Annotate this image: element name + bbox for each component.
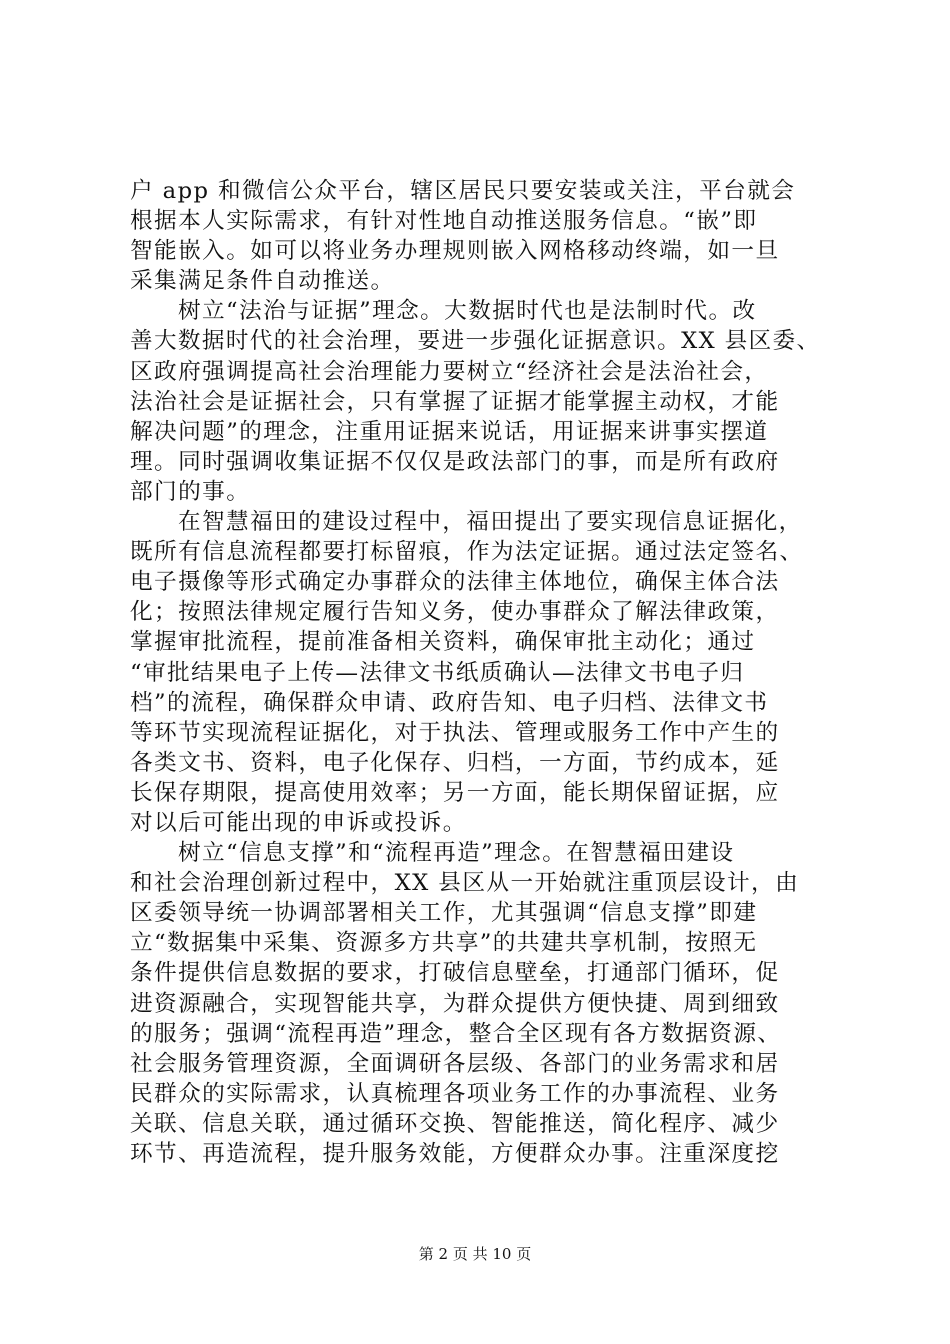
text-line: 条件提供信息数据的要求，打破信息壁垒，打通部门循环，促 [130, 960, 780, 987]
text-line: 等环节实现流程证据化，对于执法、管理或服务工作中产生的 [130, 719, 780, 746]
text-line: 长保存期限，提高使用效率；另一方面，能长期保留证据，应 [130, 779, 780, 806]
text-line: 对以后可能出现的申诉或投诉。 [130, 809, 467, 836]
text-line: 既所有信息流程都要打标留痕，作为法定证据。通过法定签名、 [130, 539, 804, 566]
text-line: 在智慧福田的建设过程中，福田提出了要实现信息证据化， [178, 509, 803, 536]
text-line: 民群众的实际需求，认真梳理各项业务工作的办事流程、业务 [130, 1080, 780, 1107]
text-line: 户 app 和微信公众平台，辖区居民只要安装或关注，平台就会 [130, 178, 796, 204]
text-line: 善大数据时代的社会治理，要进一步强化证据意识。XX 县区委、 [130, 328, 821, 355]
text-line: 理。同时强调收集证据不仅仅是政法部门的事，而是所有政府 [130, 448, 780, 475]
text-line: 区政府强调提高社会治理能力要树立“经济社会是法治社会， [130, 358, 769, 385]
text-line: 进资源融合，实现智能共享，为群众提供方便快捷、周到细致 [130, 990, 780, 1017]
text-line: 法治社会是证据社会，只有掌握了证据才能掌握主动权，才能 [130, 388, 780, 415]
text-line: 解决问题”的理念，注重用证据来说话，用证据来讲事实摆道 [130, 418, 769, 445]
text-line: 根据本人实际需求，有针对性地自动推送服务信息。“嵌”即 [130, 208, 758, 235]
text-line: 树立“法治与证据”理念。大数据时代也是法制时代。改 [178, 298, 757, 325]
text-line: 化；按照法律规定履行告知义务，使办事群众了解法律政策， [130, 599, 780, 626]
text-line: 各类文书、资料，电子化保存、归档，一方面，节约成本，延 [130, 749, 780, 776]
text-line: 树立“信息支撑”和“流程再造”理念。在智慧福田建设 [178, 840, 735, 867]
text-line: 关联、信息关联，通过循环交换、智能推送，简化程序、减少 [130, 1110, 780, 1137]
text-line: 掌握审批流程，提前准备相关资料，确保审批主动化；通过 [130, 629, 756, 656]
text-line: 电子摄像等形式确定办事群众的法律主体地位，确保主体合法 [130, 569, 780, 596]
text-line: 智能嵌入。如可以将业务办理规则嵌入网格移动终端，如一旦 [130, 238, 780, 265]
text-line: 采集满足条件自动推送。 [130, 268, 395, 295]
text-line: 区委领导统一协调部署相关工作，尤其强调“信息支撑”即建 [130, 900, 758, 927]
text-line: 的服务；强调“流程再造”理念，整合全区现有各方数据资源、 [130, 1020, 782, 1047]
document-body [130, 176, 830, 1169]
page-number-footer: 第 2 页 共 10 页 [418, 1245, 532, 1263]
text-line: 立“数据集中采集、资源多方共享”的共建共享机制，按照无 [130, 930, 758, 957]
text-line: 环节、再造流程，提升服务效能，方便群众办事。注重深度挖 [130, 1141, 780, 1167]
text-line: “审批结果电子上传—法律文书纸质确认—法律文书电子归 [130, 659, 745, 686]
text-line: 部门的事。 [130, 478, 251, 505]
text-line: 和社会治理创新过程中，XX 县区从一开始就注重顶层设计，由 [130, 870, 800, 897]
text-line: 社会服务管理资源，全面调研各层级、各部门的业务需求和居 [130, 1050, 780, 1077]
text-line: 档”的流程，确保群众申请、政府告知、电子归档、法律文书 [130, 689, 769, 716]
